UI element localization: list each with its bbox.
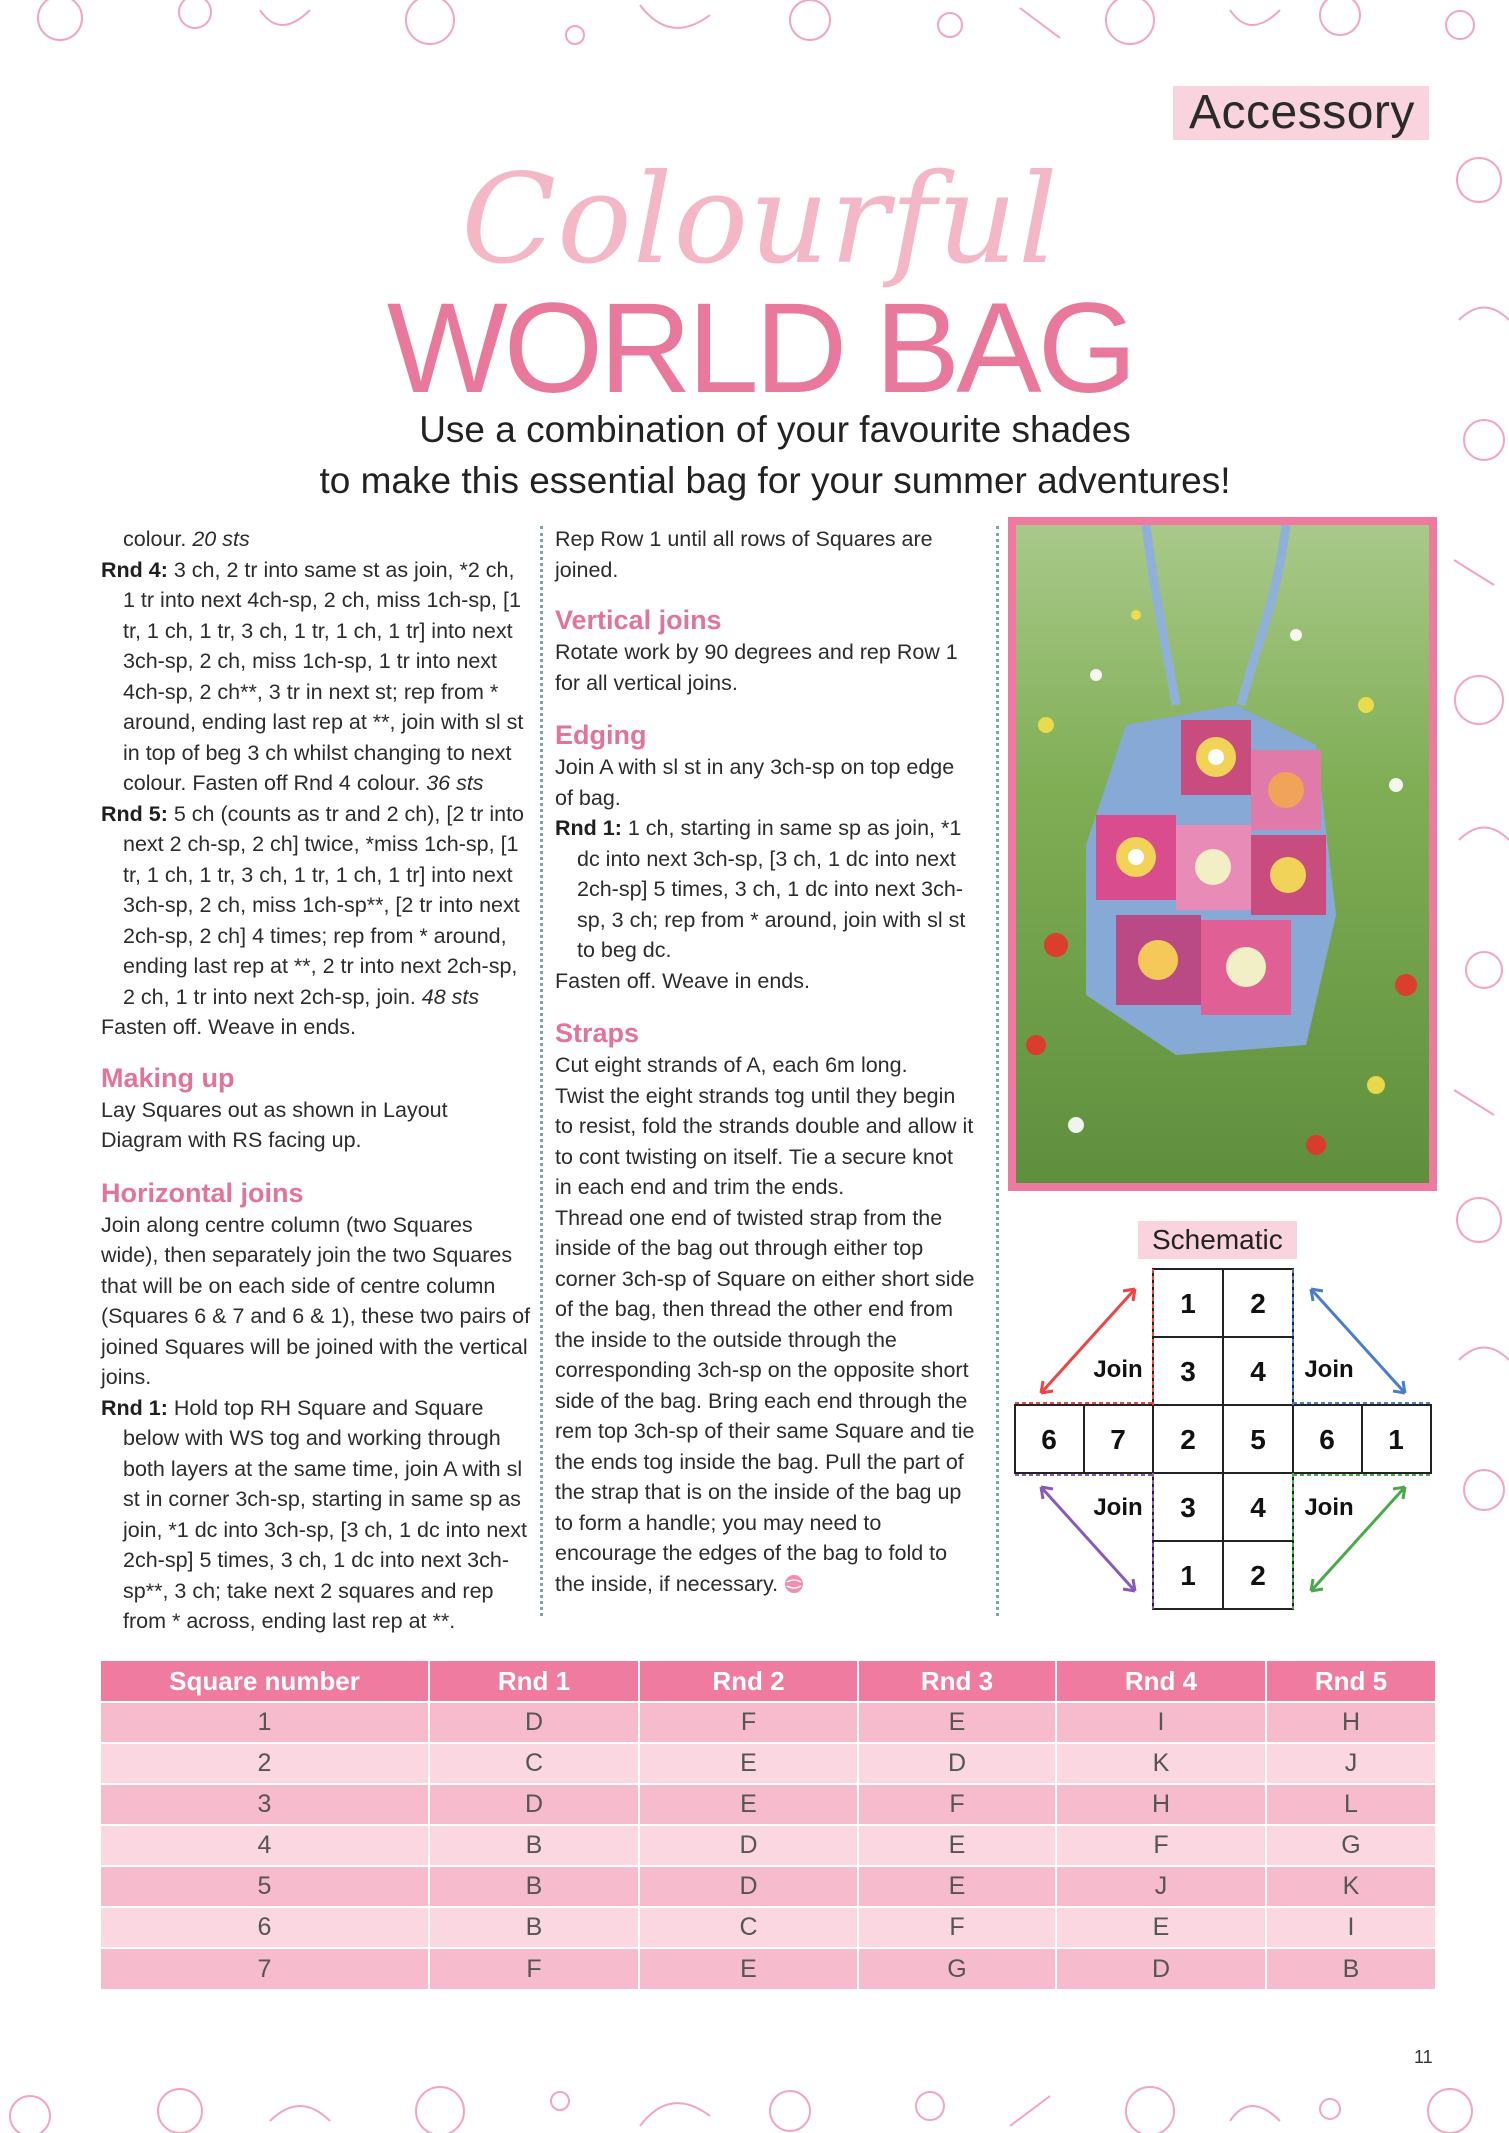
crochet-bag xyxy=(1086,705,1336,1055)
title-script: Colourful xyxy=(461,148,1059,292)
table-row xyxy=(101,1702,1435,1743)
table-cell: B xyxy=(429,1907,639,1948)
join-label: Join xyxy=(1304,1356,1354,1383)
table-row xyxy=(101,1948,1435,1989)
table-cell: H xyxy=(1056,1784,1266,1825)
square-number: 6 xyxy=(1319,1424,1335,1455)
table-cell: J xyxy=(1266,1743,1435,1784)
column-divider xyxy=(996,526,999,1616)
table-cell: 6 xyxy=(101,1907,429,1948)
stitch-count: 20 sts xyxy=(192,527,250,551)
subtitle-line-1: Use a combination of your favourite shades xyxy=(419,409,1131,450)
table-header-row xyxy=(101,1661,1435,1702)
table-row xyxy=(101,1825,1435,1866)
edging-text: Join A with sl st in any 3ch-sp on top edge of bag. xyxy=(555,755,955,810)
table-cell: G xyxy=(1266,1825,1435,1866)
square-number: 1 xyxy=(1388,1424,1404,1455)
text: Thread one end of twisted strap from the inside of the bag out through either top corner 3ch-sp of Square on either short side of the bag, then thread the other end from the inside to the outside through the corresponding 3ch-sp on the opposite short side of the bag. Bring each end through the rem top 3ch-sp of their same Square and tie the ends tog inside the bag. Pull the part of the strap that is on the inside of the bag up to form a handle; you may need to encourage the edges of the bag to fold to the inside, if necessary. xyxy=(555,1205,975,1596)
page-number: 11 xyxy=(1414,2047,1433,2067)
table-cell: F xyxy=(858,1907,1056,1948)
round-5-instruction xyxy=(101,799,531,1013)
table-cell: D xyxy=(639,1866,858,1907)
yarn-ball-icon xyxy=(38,0,82,40)
page-title: WORLD BAG xyxy=(386,277,1134,420)
text: Hold top RH Square and Square below with WS tog and working through both layers at the same time, join A with sl st in corner 3ch-sp, starting in same sp as join, *1 dc into 3ch-sp, [3 ch, 1 dc into next 2ch-sp] 5 times, 3 ch, 1 dc into next 3ch-sp**, 3 ch; take next 2 squares and rep from * across, ending last rep at **. xyxy=(123,1395,527,1633)
schematic-diagram xyxy=(1013,1265,1433,1620)
table-cell: B xyxy=(1266,1948,1435,1989)
table-cell: 5 xyxy=(101,1866,429,1907)
table-cell: E xyxy=(639,1784,858,1825)
straps-heading: Straps xyxy=(555,1018,640,1048)
table-cell: 4 xyxy=(101,1825,429,1866)
straps-text-2: Twist the eight strands tog until they begin to resist, fold the strands double and allow it to cont twisting on itself. Tie a secure knot in each end and trim the ends. xyxy=(555,1083,974,1199)
table-cell: D xyxy=(858,1743,1056,1784)
table-cell: J xyxy=(1056,1866,1266,1907)
table-cell: 1 xyxy=(101,1702,429,1743)
column-header: Rnd 2 xyxy=(639,1661,858,1702)
round-label: Rnd 5: xyxy=(101,801,168,826)
yarn-ball-end-icon xyxy=(784,1574,804,1594)
table-cell: K xyxy=(1266,1866,1435,1907)
vertical-joins-text: Rotate work by 90 degrees and rep Row 1 for all vertical joins. xyxy=(555,640,958,695)
subtitle xyxy=(200,404,1350,506)
join-label: Join xyxy=(1093,1356,1143,1383)
table-cell: B xyxy=(429,1866,639,1907)
table-cell: G xyxy=(858,1948,1056,1989)
making-up-heading: Making up xyxy=(101,1062,235,1093)
stitch-count: 36 sts xyxy=(426,771,484,795)
column-header: Rnd 4 xyxy=(1056,1661,1266,1702)
edging-fasten-text: Fasten off. Weave in ends. xyxy=(555,968,810,993)
column-divider xyxy=(540,526,543,1616)
round-label: Rnd 1: xyxy=(101,1395,168,1420)
round-4-instruction xyxy=(101,555,531,799)
column-header: Rnd 1 xyxy=(429,1661,639,1702)
straps-text-3 xyxy=(555,1203,975,1600)
square-number: 2 xyxy=(1180,1424,1196,1455)
bag-photo xyxy=(1008,517,1437,1191)
square-number: 2 xyxy=(1250,1288,1266,1319)
column-header: Rnd 5 xyxy=(1266,1661,1435,1702)
subtitle-line-2: to make this essential bag for your summer adventures! xyxy=(319,460,1231,501)
table-cell: 3 xyxy=(101,1784,429,1825)
schematic-label: Schematic xyxy=(1138,1221,1297,1259)
knitting-pattern-border-bottom xyxy=(0,2071,1509,2133)
table-cell: E xyxy=(639,1948,858,1989)
square-number: 2 xyxy=(1250,1560,1266,1591)
table-cell: F xyxy=(1056,1825,1266,1866)
stitch-count: 48 sts xyxy=(421,984,480,1009)
table-row xyxy=(101,1784,1435,1825)
round-label: Rnd 4: xyxy=(101,557,168,582)
knitting-pattern-border-top xyxy=(0,0,1509,62)
table-cell: F xyxy=(639,1702,858,1743)
square-number: 7 xyxy=(1110,1424,1126,1455)
instructions-column-1 xyxy=(101,524,531,1637)
square-number: 4 xyxy=(1250,1492,1266,1523)
edging-round-1 xyxy=(555,813,975,966)
table-cell: F xyxy=(858,1784,1056,1825)
square-number: 6 xyxy=(1041,1424,1057,1455)
table-cell: C xyxy=(639,1907,858,1948)
table-row xyxy=(101,1907,1435,1948)
row-1-instruction xyxy=(101,1393,531,1637)
colour-table xyxy=(101,1661,1435,1989)
table-cell: C xyxy=(429,1743,639,1784)
table-cell: K xyxy=(1056,1743,1266,1784)
text: colour. xyxy=(123,527,187,551)
table-cell: L xyxy=(1266,1784,1435,1825)
table-cell: D xyxy=(639,1825,858,1866)
table-cell: E xyxy=(639,1743,858,1784)
join-label: Join xyxy=(1304,1494,1354,1521)
table-cell: E xyxy=(858,1702,1056,1743)
table-cell: E xyxy=(858,1866,1056,1907)
square-number: 4 xyxy=(1250,1356,1266,1387)
column-header: Rnd 3 xyxy=(858,1661,1056,1702)
round-label: Rnd 1: xyxy=(555,816,622,840)
making-up-text: Lay Squares out as shown in Layout Diagram with RS facing up. xyxy=(101,1097,448,1152)
table-cell: I xyxy=(1266,1907,1435,1948)
horizontal-joins-text: Join along centre column (two Squares wide), then separately join the two Squares that will be on each side of centre column (Squares 6 & 7 and 6 & 1), these two pairs of joined Squares will be joined with the vertical joins. xyxy=(101,1212,531,1389)
sheep-doodle-border xyxy=(1439,140,1509,1640)
text: 1 ch, starting in same sp as join, *1 dc into next 3ch-sp, [3 ch, 1 dc into next 2ch-sp] 5 times, 3 ch, 1 dc into next 3ch-sp, 3 ch; rep from * around, join with sl st to beg dc. xyxy=(577,816,966,962)
straps-text-1: Cut eight strands of A, each 6m long. xyxy=(555,1053,908,1077)
square-number: 3 xyxy=(1180,1492,1196,1523)
instructions-column-2 xyxy=(555,524,975,1599)
join-label: Join xyxy=(1093,1494,1143,1521)
edging-heading: Edging xyxy=(555,720,647,750)
table-cell: 7 xyxy=(101,1948,429,1989)
rep-text: Rep Row 1 until all rows of Squares are joined. xyxy=(555,527,933,582)
text: 3 ch, 2 tr into same st as join, *2 ch, 1 tr into next 4ch-sp, 2 ch, miss 1ch-sp, [1 tr, 1 ch, 1 tr, 3 ch, 1 tr, 1 ch, 1 tr] into next 3ch-sp, 2 ch, miss 1ch-sp, 1 tr into next 4ch-sp, 2 ch**, 3 tr in next st; rep from * around, ending last rep at **, join with sl st in top of beg 3 ch whilst changing to next colour. Fasten off Rnd 4 colour. xyxy=(123,557,524,795)
horizontal-joins-heading: Horizontal joins xyxy=(101,1177,304,1208)
table-cell: E xyxy=(858,1825,1056,1866)
vertical-joins-heading: Vertical joins xyxy=(555,605,722,635)
table-cell: 2 xyxy=(101,1743,429,1784)
table-cell: B xyxy=(429,1825,639,1866)
table-cell: F xyxy=(429,1948,639,1989)
table-cell: D xyxy=(1056,1948,1266,1989)
table-cell: H xyxy=(1266,1702,1435,1743)
square-number: 3 xyxy=(1180,1356,1196,1387)
paragraph xyxy=(101,524,531,555)
square-number: 1 xyxy=(1180,1560,1196,1591)
text: 5 ch (counts as tr and 2 ch), [2 tr into next 2 ch-sp, 2 ch] twice, *miss 1ch-sp, [1 tr, 1 ch, 1 tr, 3 ch, 1 tr, 1 ch, 1 tr] into next 3ch-sp, 2 ch, miss 1ch-sp**, [2 tr into next 2ch-sp, 2 ch] 4 times; rep from * around, ending last rep at **, 2 tr into next 2ch-sp, 2 ch, 1 tr into next 2ch-sp, join. xyxy=(123,801,525,1009)
square-number: 5 xyxy=(1250,1424,1266,1455)
table-cell: I xyxy=(1056,1702,1266,1743)
square-number: 1 xyxy=(1180,1288,1196,1319)
table-cell: D xyxy=(429,1702,639,1743)
column-header: Square number xyxy=(101,1661,429,1702)
category-tag: Accessory xyxy=(1173,86,1429,140)
table-cell: E xyxy=(1056,1907,1266,1948)
button-icon xyxy=(566,26,584,44)
table-row xyxy=(101,1866,1435,1907)
table-cell: D xyxy=(429,1784,639,1825)
table-row xyxy=(101,1743,1435,1784)
fasten-off-text: Fasten off. Weave in ends. xyxy=(101,1015,356,1039)
